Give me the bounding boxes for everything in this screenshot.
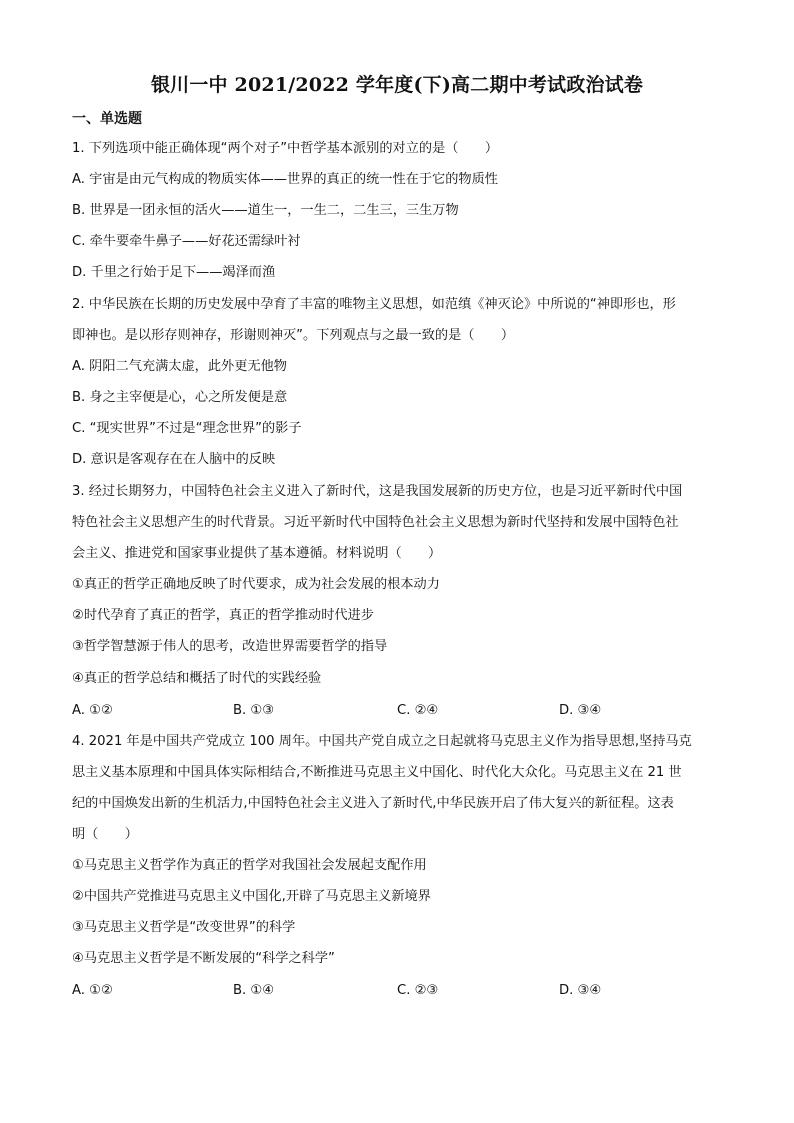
question-1-option-b: B. 世界是一团永恒的活火——道生一，一生二，二生三，三生万物: [72, 203, 459, 218]
page-title: 银川一中 2021/2022 学年度(下)高二期中考试政治试卷: [150, 74, 644, 96]
question-3-stem-line-3: 会主义、推进党和国家事业提供了基本遵循。材料说明（ ）: [72, 546, 442, 561]
question-4-option-b: B. ①④: [233, 983, 275, 998]
question-3-statement-3: ③哲学智慧源于伟人的思考，改造世界需要哲学的指导: [72, 639, 388, 654]
question-2-option-d: D. 意识是客观存在在人脑中的反映: [72, 452, 276, 467]
question-1-stem: 1. 下列选项中能正确体现“两个对子”中哲学基本派别的对立的是（ ）: [72, 141, 499, 156]
question-4-stem-line-1: 4. 2021 年是中国共产党成立 100 周年。中国共产党自成立之日起就将马克思主义作为指导思想,坚持马克: [72, 734, 692, 749]
question-2-option-c: C. “现实世界”不过是“理念世界”的影子: [72, 421, 302, 436]
question-2-stem-line-2: 即神也。是以形存则神存，形谢则神灭”。下列观点与之最一致的是（ ）: [72, 328, 515, 343]
question-4-statement-1: ①马克思主义哲学作为真正的哲学对我国社会发展起支配作用: [72, 858, 427, 873]
question-1-option-c: C. 牵牛要牵牛鼻子——好花还需绿叶衬: [72, 234, 301, 249]
question-2-option-b: B. 身之主宰便是心，心之所发便是意: [72, 390, 288, 405]
question-4-stem-line-2: 思主义基本原理和中国具体实际相结合,不断推进马克思主义中国化、时代化大众化。马克思主义在 21 世: [72, 765, 682, 780]
question-4-option-c: C. ②③: [397, 983, 439, 998]
question-1-option-a: A. 宇宙是由元气构成的物质实体——世界的真正的统一性在于它的物质性: [72, 172, 498, 187]
question-4-option-d: D. ③④: [559, 983, 602, 998]
question-3-option-a: A. ①②: [72, 703, 113, 718]
question-4-statement-2: ②中国共产党推进马克思主义中国化,开辟了马克思主义新境界: [72, 889, 431, 904]
question-3-statement-4: ④真正的哲学总结和概括了时代的实践经验: [72, 671, 322, 686]
question-3-stem-line-2: 特色社会主义思想产生的时代背景。习近平新时代中国特色社会主义思想为新时代坚持和发展中国特色社: [72, 515, 679, 530]
question-2-stem-line-1: 2. 中华民族在长期的历史发展中孕育了丰富的唯物主义思想，如范缜《神灭论》中所说的“神即形也，形: [72, 297, 676, 312]
question-4-stem-line-4: 明（ ）: [72, 827, 138, 842]
question-3-statement-2: ②时代孕育了真正的哲学，真正的哲学推动时代进步: [72, 608, 374, 623]
question-4-stem-line-3: 纪的中国焕发出新的生机活力,中国特色社会主义进入了新时代,中华民族开启了伟大复兴的新征程。这表: [72, 796, 674, 811]
question-3-statement-1: ①真正的哲学正确地反映了时代要求，成为社会发展的根本动力: [72, 577, 440, 592]
section-heading: 一、单选题: [72, 111, 142, 127]
question-3-stem-line-1: 3. 经过长期努力，中国特色社会主义进入了新时代，这是我国发展新的历史方位，也是习近平新时代中国: [72, 484, 683, 499]
question-4-statement-4: ④马克思主义哲学是不断发展的“科学之科学”: [72, 951, 335, 966]
question-4-statement-3: ③马克思主义哲学是“改变世界”的科学: [72, 920, 296, 935]
question-3-option-b: B. ①③: [233, 703, 275, 718]
question-3-option-c: C. ②④: [397, 703, 439, 718]
question-1-option-d: D. 千里之行始于足下——竭泽而渔: [72, 265, 276, 280]
question-4-option-a: A. ①②: [72, 983, 113, 998]
question-2-option-a: A. 阴阳二气充满太虚，此外更无他物: [72, 359, 287, 374]
question-3-option-d: D. ③④: [559, 703, 602, 718]
